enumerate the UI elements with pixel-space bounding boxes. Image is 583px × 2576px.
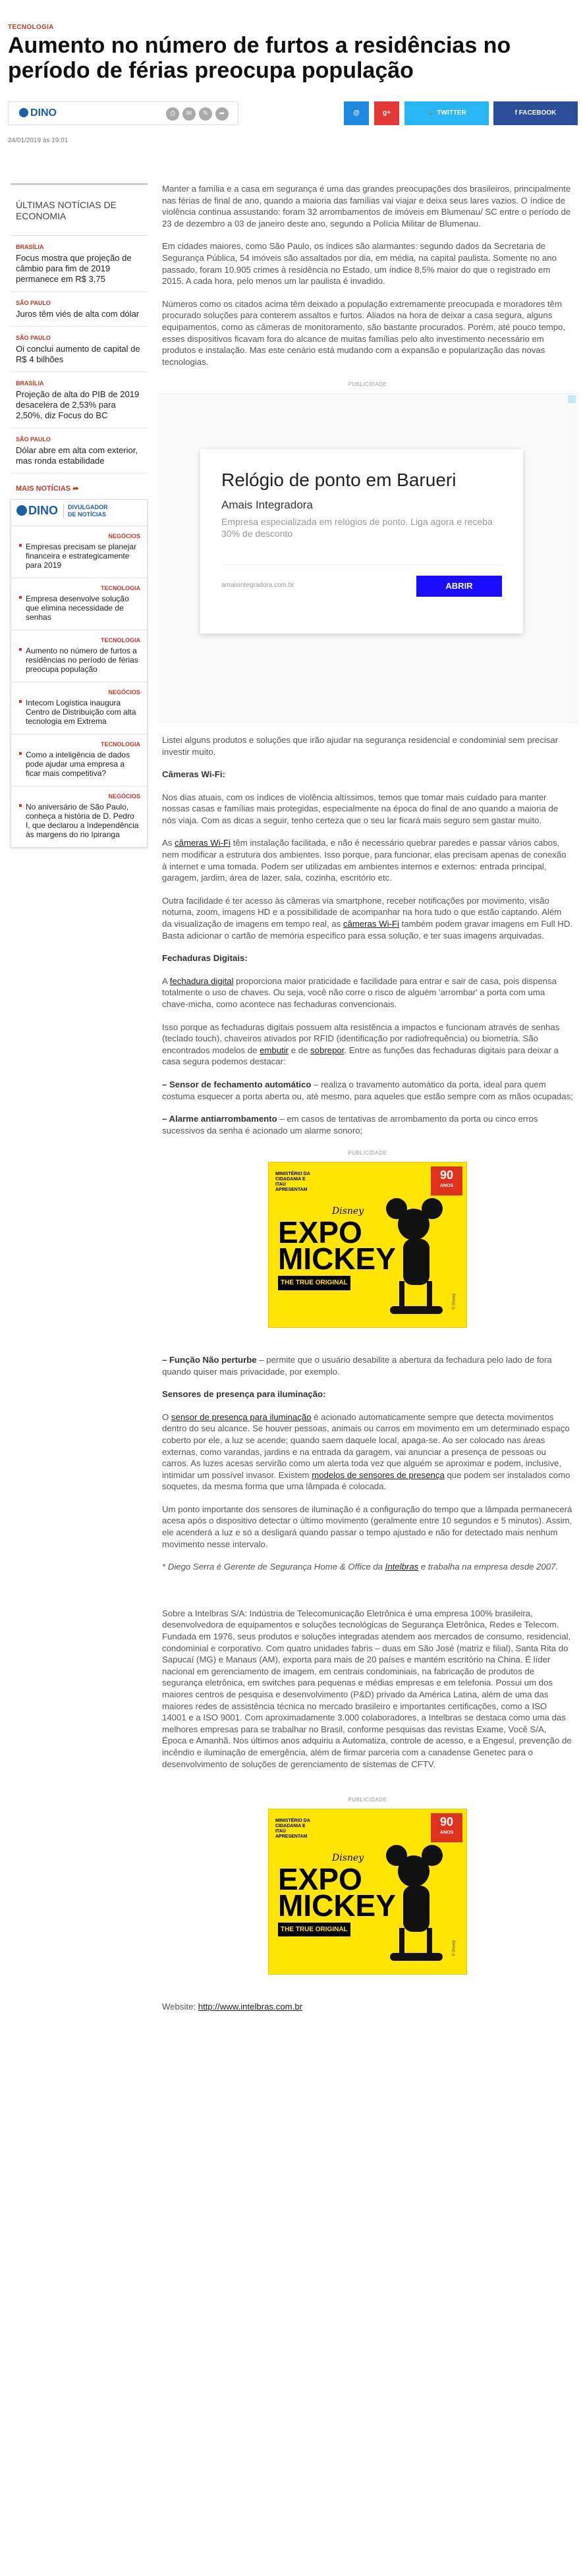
- expo-title-line: EXPO: [278, 1861, 362, 1896]
- text-span: que podem ser instalados como soquetes, da mesma forma que uma lâmpada é colocada.: [162, 1469, 570, 1492]
- paragraph: [162, 1022, 573, 1068]
- author-note: [162, 1561, 573, 1573]
- dino-widget-item[interactable]: [11, 682, 147, 734]
- paragraph: Manter a família e a casa em segurança é uma das grandes preocupações dos brasileiros, principalmente nas férias de final de ano, quando a maioria das famílias vai viajar e deixa seus lares vazios. O índice de violência continua assustando: foram 32 arrombamentos de imóveis em Blumenau/ SC entre o período de 23 de dezembro a 03 de janeiro deste ano, segundo a Polícia Militar de Blumenau.: [162, 184, 571, 229]
- mickey-icon: [399, 1281, 432, 1307]
- intelbras-website-link[interactable]: http://www.intelbras.com.br: [198, 2001, 303, 2012]
- dino-widget-item[interactable]: [11, 526, 147, 578]
- share-email-button[interactable]: @: [344, 101, 369, 125]
- news-headline[interactable]: Projeção de alta do PIB de 2019 desacelera de 2,53% para 2,50%, diz Focus do BC: [16, 389, 140, 420]
- item-headline[interactable]: Aumento no número de furtos a residências no período de férias preocupa população: [26, 646, 138, 674]
- expo-title: [278, 1215, 396, 1276]
- forward-icon[interactable]: ➦: [215, 107, 229, 121]
- text-span: proporciona maior praticidade e facilidade para entrar e sair de casa, pois dispensa totalmente o uso de chaves. Ou seja, você não corre o risco de alguém 'arrombar' a porta com uma chave-micha, como acontece nas fechaduras convencionais.: [162, 975, 557, 1009]
- twitter-icon: 🐦: [427, 109, 437, 117]
- news-category: SÃO PAULO: [16, 300, 51, 306]
- dino-widget-item[interactable]: [11, 578, 147, 630]
- share-twitter-button[interactable]: [404, 101, 489, 125]
- website-line: [162, 2001, 573, 2013]
- paragraph: Em cidades maiores, como São Paulo, os índices são alarmantes: segundo dados da Secretaria de Segurança Pública, 54 imóveis são assaltados por dia, em média, na capital paulista. Somente no ano passado, foram 10.905 crimes à residência no Estado, um índice 8,5% maior do que o registrado em 2015. A cada hora, pelo menos um lar paulista é invadido.: [162, 241, 557, 287]
- ad-description: Empresa especializada em relógios de ponto. Liga agora e receba 30% de desconto: [221, 516, 493, 539]
- byline-bar: [8, 99, 578, 128]
- modelos-sensores-link[interactable]: modelos de sensores de presença: [312, 1469, 445, 1480]
- expo-subtitle: THE TRUE ORIGINAL: [278, 1923, 350, 1937]
- share-gplus-button[interactable]: g+: [374, 101, 399, 125]
- item-headline[interactable]: No aniversário de São Paulo, conheça a história de D. Pedro I, que declarou a Independência às margens do rio Ipiranga: [26, 802, 139, 839]
- expo-subtitle: THE TRUE ORIGINAL: [278, 1276, 350, 1290]
- text-span: têm instalação facilitada, e não é necessário quebrar paredes e passar vários cabos, nem modificar a estrutura dos ambientes. Isso porque, para funcionar, elas precisam apenas de conexão à internet e uma tomada. Podem ser utilizadas em ambientes internos e externos: entrada principal, garagem, jardim, área de lazer, sala, cozinha, escritório etc.: [162, 838, 567, 883]
- paragraph: Nos dias atuais, com os índices de violência altíssimos, temos que tomar mais cuidado para manter nossas casas e famílias mais protegidas, especialmente na época do final de ano quando a maioria de nós viaja. Com as dicas a seguir, tenho certeza que o seu lar ficará mais seguro sem gastar muito.: [162, 792, 559, 825]
- ad-footer: [221, 564, 502, 591]
- news-category: SÃO PAULO: [16, 335, 51, 341]
- disney-logo: Disney: [332, 1852, 364, 1863]
- mickey-icon: [398, 1209, 430, 1240]
- section-heading: Câmeras Wi-Fi:: [162, 769, 225, 780]
- dino-widget-logo[interactable]: [16, 504, 58, 518]
- feature-title: – Alarme antiarrombamento: [162, 1114, 277, 1124]
- mickey-icon: [403, 1886, 430, 1932]
- paragraph: [162, 975, 573, 1010]
- expo-presenters: MINISTÉRIO DA CIDADANIA E ITAÚ APRESENTAM: [275, 1818, 310, 1839]
- text-span: . Entre as funções das fechaduras digitais para deixar a casa segura podemos destacar:: [162, 1045, 559, 1067]
- page-title: Aumento no número de furtos a residências no período de férias preocupa população: [8, 33, 511, 83]
- section-tag[interactable]: TECNOLOGIA: [8, 24, 54, 31]
- dino-logo[interactable]: [19, 107, 57, 119]
- dino-widget-item[interactable]: [11, 734, 147, 786]
- more-news-label: MAIS NOTÍCIAS: [16, 485, 71, 493]
- sidebar-news-item[interactable]: [11, 327, 148, 372]
- dino-widget-logo-text: DINO: [28, 504, 58, 517]
- ad-banner[interactable]: [158, 393, 578, 723]
- news-category: BRASÍLIA: [16, 244, 44, 250]
- news-headline[interactable]: Oi conclui aumento de capital de R$ 4 bilhões: [16, 344, 140, 364]
- expo-mickey-ad[interactable]: [268, 1162, 467, 1328]
- expo-title: [278, 1861, 396, 1923]
- sensor-presenca-link[interactable]: sensor de presença para iluminação: [171, 1411, 312, 1422]
- item-category: NEGÓCIOS: [108, 689, 140, 696]
- item-category: TECNOLOGIA: [101, 585, 140, 591]
- paragraph: [162, 1113, 573, 1136]
- news-category: SÃO PAULO: [16, 436, 51, 443]
- item-category: TECNOLOGIA: [101, 741, 140, 748]
- mickey-icon: [390, 1306, 443, 1314]
- text-span: – realiza o travamento automático da porta, ideal para quem costuma esquecer a porta aberta ou, até mesmo, para aqueles que estão sempre com as mãos ocupadas;: [162, 1079, 573, 1101]
- expo-copyright: © Disney: [451, 1293, 456, 1310]
- expo-90-badge: [431, 1166, 462, 1195]
- bullet-icon: [19, 544, 22, 547]
- ad-label: PUBLICIDADE: [348, 1150, 387, 1157]
- ad-url: amaisintegradora.com.br: [221, 582, 294, 589]
- website-label: Website:: [162, 2001, 198, 2012]
- text-span: Isso porque as fechaduras digitais possuem alta resistência a impactos e funcionam através de senhas (teclado touch), chaveiros ativados por RFID (identificação por radiofrequência) ou biometria. São encontrados modelos de: [162, 1022, 560, 1055]
- paragraph: Listei alguns produtos e soluções que irão ajudar na segurança residencial e condominial sem precisar investir muito.: [162, 734, 559, 757]
- ad-card[interactable]: [200, 449, 523, 634]
- text-span: também podem gravar imagens em Full HD. Basta adicionar o cartão de memória específico para essa solução, e ter suas imagens arquivadas.: [162, 919, 573, 941]
- text-span: é acionado automaticamente sempre que detecta movimentos dentro do seu alcance. Se houver pessoas, animais ou carros em movimento em um determinado espaço coberto por ele, a luz se acende; quando saem daquele local, apaga-se. Ao ser colocado nas áreas externas, como varandas, jardins e na entrada da garagem, vai anunciar a presença de pessoas ou carros. As luzes acesas servirão como um alerta toda vez que alguém se aproximar e podem, inclusive, intimidar um possível invasor. Existem: [162, 1411, 570, 1480]
- ad-open-button[interactable]: ABRIR: [416, 576, 502, 597]
- news-headline[interactable]: Juros têm viés de alta com dólar: [16, 309, 140, 319]
- badge-number: 90: [439, 1815, 454, 1828]
- item-headline[interactable]: Empresa desenvolve solução que elimina necessidade de senhas: [26, 594, 129, 622]
- ad-label: PUBLICIDADE: [348, 1797, 387, 1803]
- bullet-icon: [19, 700, 22, 703]
- twitter-label: TWITTER: [437, 109, 466, 117]
- item-category: NEGÓCIOS: [108, 533, 140, 539]
- expo-presenters: MINISTÉRIO DA CIDADANIA E ITAÚ APRESENTAM: [275, 1171, 310, 1192]
- embutir-link[interactable]: embutir: [260, 1045, 289, 1055]
- ad-advertiser: Amais Integradora: [221, 498, 313, 511]
- share-arrow-icon: ➦: [72, 485, 79, 493]
- email-icon[interactable]: ✉: [182, 107, 196, 121]
- mickey-icon: [403, 1239, 430, 1285]
- text-span: – permite que o usuário desabilite a abertura da fechadura pelo lado de fora quando quiser mais privacidade, por exemplo.: [162, 1354, 552, 1377]
- text-span: A: [162, 975, 170, 986]
- mickey-icon: [390, 1953, 443, 1961]
- text-span: O: [162, 1411, 171, 1422]
- publish-date: 24/01/2019 às 19:01: [8, 137, 69, 144]
- dino-widget-item[interactable]: [11, 630, 147, 682]
- text-span: e trabalha na empresa desde 2007.: [418, 1562, 559, 1572]
- comment-icon[interactable]: ✎: [199, 107, 212, 121]
- paragraph: [162, 1354, 573, 1377]
- sidebar: [11, 183, 148, 848]
- sidebar-news-item[interactable]: [11, 372, 148, 428]
- item-headline[interactable]: Como a inteligência de dados pode ajudar uma empresa a ficar mais competitiva?: [26, 750, 130, 778]
- text-span: Outra facilidade é ter acesso às câmeras via smartphone, receber notificações por movimento, visão noturna, zoom, imagens HD e a possibilidade de acompanhar na hora tudo o que estão captando. Além da visualização de imagens em tempo real, as: [162, 895, 562, 929]
- news-category: BRASÍLIA: [16, 380, 44, 387]
- text-span: * Diego Serra é Gerente de Segurança Home & Office da: [162, 1562, 385, 1572]
- paragraph: [162, 837, 573, 883]
- dino-widget: [11, 499, 148, 848]
- item-category: TECNOLOGIA: [101, 637, 140, 644]
- mickey-icon: [398, 1855, 430, 1887]
- fechadura-digital-link[interactable]: fechadura digital: [169, 975, 234, 986]
- sobrepor-link[interactable]: sobrepor: [310, 1045, 345, 1055]
- print-icon[interactable]: ⎙: [166, 107, 179, 121]
- dino-logo-icon: [19, 108, 28, 117]
- sidebar-news-item[interactable]: [11, 236, 148, 292]
- adchoices-icon[interactable]: [568, 395, 576, 403]
- text-span: As: [162, 838, 175, 848]
- paragraph: Números como os citados acima têm deixado a população extremamente preocupada e moradores têm procurado soluções para conterem assaltos e furtos. Aliados na hora de deixar a casa segura, alguns equipamentos, como as câmeras de monitoramento, são bastante procurados. Porém, até pouco tempo, esses dispositivos ficavam fora do alcance de muitas famílias pelo alto investimento necessário em produtos e instalação. Mas este cenário está mudando com a expansão e popularização das novas tecnologias.: [162, 298, 566, 367]
- item-category: NEGÓCIOS: [108, 793, 140, 800]
- share-facebook-button[interactable]: [493, 101, 578, 125]
- sidebar-news-item[interactable]: [11, 292, 148, 327]
- cameras-wifi-link[interactable]: câmeras Wi-Fi: [175, 838, 231, 848]
- feature-title: – Função Não perturbe: [162, 1354, 257, 1365]
- item-headline[interactable]: Intecom Logística inaugura Centro de Distribuição com alta tecnologia em Extrema: [26, 698, 136, 726]
- paragraph: Um ponto importante dos sensores de iluminação é a configuração do tempo que a lâmpada permanecerá acesa após o dispositivo detectar o último movimento (geralmente entre 10 segundos e 5 minutos). Assim, ele acenderá a luz e só a desligará quando passar o tempo ajustado e não for detectado mais nenhum movimento nesse intervalo.: [162, 1504, 572, 1549]
- sidebar-news-item[interactable]: [11, 428, 148, 474]
- expo-title-line: MICKEY: [278, 1241, 396, 1276]
- badge-number: 90: [439, 1168, 454, 1182]
- sidebar-title: ÚLTIMAS NOTÍCIAS DE ECONOMIA: [11, 183, 148, 236]
- badge-sub: ANOS: [439, 1183, 454, 1188]
- item-headline[interactable]: Empresas precisam se planejar financeira e estrategicamente para 2019: [26, 542, 137, 570]
- section-heading: Sensores de presença para iluminação:: [162, 1389, 326, 1400]
- cameras-wifi-link[interactable]: câmeras Wi-Fi: [343, 919, 399, 929]
- paragraph: [162, 1079, 573, 1102]
- text-span: e de: [289, 1045, 311, 1055]
- ad-label: PUBLICIDADE: [348, 381, 387, 388]
- paragraph: Sobre a Intelbras S/A: Indústria de Telecomunicação Eletrônica é uma empresa 100% brasileira, desenvolvedora de equipamentos e soluções tecnológicas de Segurança Eletrônica, Redes e Telecom. Fundada em 1976, seus produtos e soluções integradas atendem aos mercados de consumo, residencial, condominial e corporativo. Com quatro unidades fabris – duas em São José (matriz e filial), Santa Rita do Sapucaí (MG) e Manaus (AM), exporta para mais de 20 países e mantém escritório na China. É líder nacional em gerenciamento de imagem, em centrais condominiais, na fabricação de produtos de segurança eletrônica, em switches para pequenas e médias empresas e em telefonia. Possui um dos maiores centros de pesquisa e desenvolvimento (P&D) privado da América Latina, além de uma das maiores redes de assistência técnica no mercado brasileiro e importantes certificações, como a ISO 14001 e a ISO 9001. Com aproximadamente 3.000 colaboradores, a Intelbras se destaca como uma das melhores empresas para se trabalhar no Brasil, conforme pesquisas das revistas Exame, Você S/A, Época e Amanhã. Nos últimos anos adquiriu a Automatiza, controle de acesso, e a Engesul, prevenção de incêndio e iluminação de emergência, além de firmar parceria com a canadense Genetec para o desenvolvimento de soluções de gerenciamento de sistemas de CFTV.: [162, 1608, 572, 1769]
- mickey-icon: [399, 1928, 432, 1954]
- expo-mickey-ad[interactable]: [268, 1809, 467, 1975]
- more-news-link[interactable]: [11, 484, 148, 493]
- expo-90-badge: [431, 1813, 462, 1842]
- expo-title-line: MICKEY: [278, 1888, 396, 1923]
- article-body: [162, 183, 573, 2023]
- disney-logo: Disney: [332, 1205, 364, 1217]
- facebook-icon: f: [514, 109, 519, 117]
- expo-title-line: EXPO: [278, 1215, 362, 1249]
- facebook-label: FACEBOOK: [518, 109, 557, 117]
- bullet-icon: [19, 804, 22, 807]
- dino-widget-item[interactable]: [11, 786, 147, 847]
- intelbras-link[interactable]: Intelbras: [385, 1562, 419, 1572]
- text-span: – em casos de tentativas de arrombamento da porta ou cinco erros sucessivos da senha é acionado um alarme sonoro;: [162, 1114, 538, 1136]
- bullet-icon: [19, 596, 22, 599]
- bullet-icon: [19, 752, 22, 755]
- publisher-box: [8, 101, 238, 125]
- bullet-icon: [19, 648, 22, 651]
- ad-title[interactable]: Relógio de ponto em Barueri: [221, 469, 457, 490]
- dino-logo-icon: [16, 505, 27, 516]
- tool-icons: [166, 107, 229, 121]
- dino-widget-tagline: DIVULGADOR DE NOTÍCIAS: [63, 504, 115, 518]
- expo-copyright: © Disney: [451, 1940, 456, 1957]
- dino-widget-header: [11, 500, 147, 526]
- section-heading: Fechaduras Digitais:: [162, 953, 248, 964]
- news-headline[interactable]: Focus mostra que projeção de câmbio para fim de 2019 permanece em R$ 3,75: [16, 253, 132, 284]
- feature-title: – Sensor de fechamento automático: [162, 1079, 312, 1089]
- badge-sub: ANOS: [439, 1830, 454, 1835]
- news-headline[interactable]: Dólar abre em alta com exterior, mas ronda estabilidade: [16, 445, 138, 466]
- paragraph: [162, 1411, 573, 1493]
- paragraph: [162, 895, 573, 941]
- dino-logo-text: DINO: [30, 107, 57, 119]
